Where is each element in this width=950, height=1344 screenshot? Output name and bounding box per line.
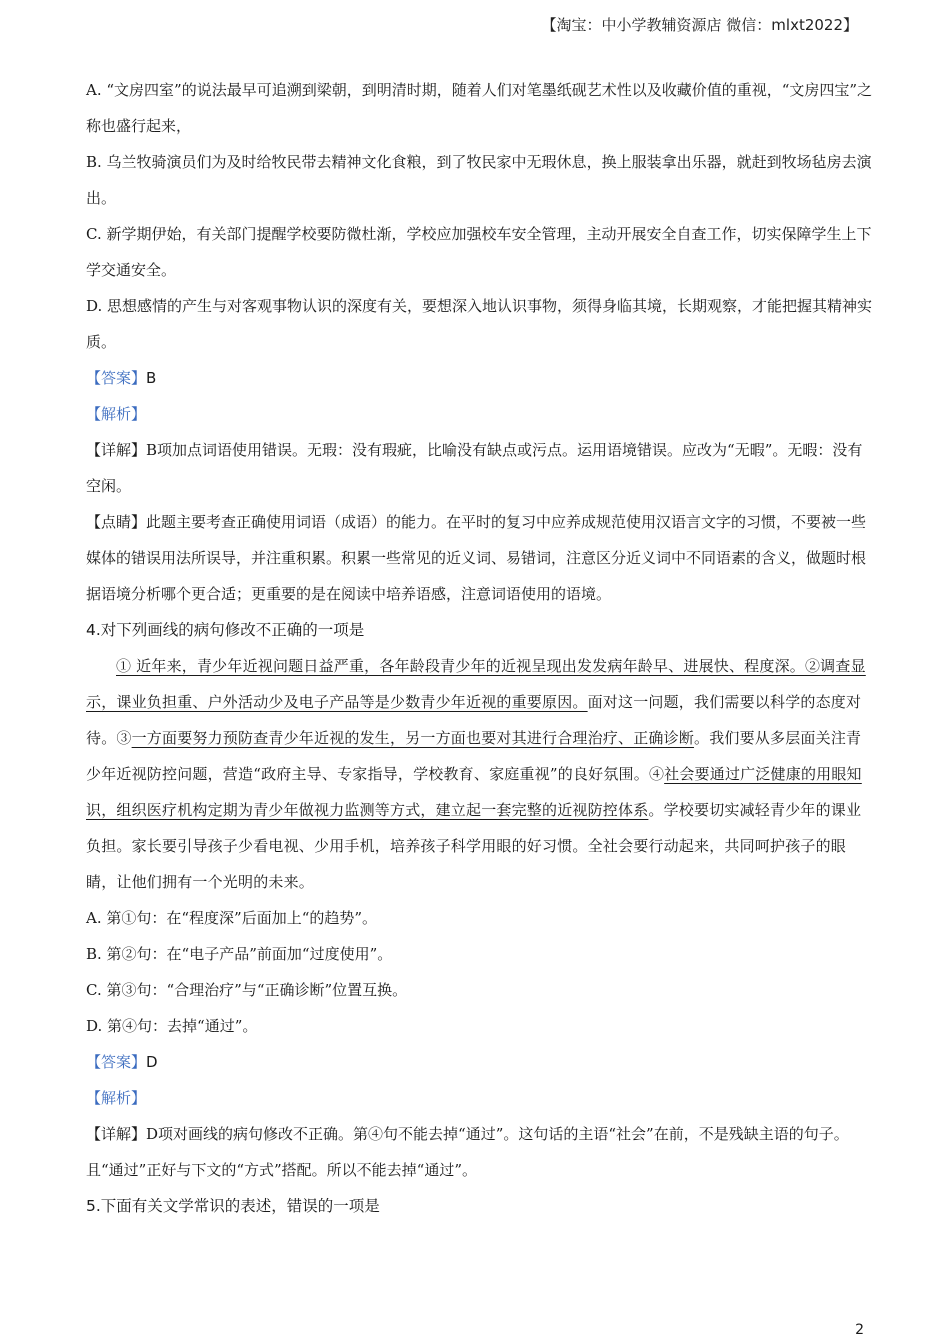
- q3-option-d: D. 思想感情的产生与对客观事物认识的深度有关，要想深入地认识事物，须得身临其境，长期观察，才能把握其精神实质。: [86, 297, 873, 351]
- detail-tag: 【详解】: [86, 1125, 147, 1143]
- sentence-2-tail: 面对这一问题，我们需要以科学的态度对待。: [86, 693, 862, 747]
- analysis-tag: 【解析】: [86, 405, 147, 423]
- q3-option-b: B. 乌兰牧骑演员们为及时给牧民带去精神文化食粮，到了牧民家中无瑕休息，换上服装拿出乐器，就赶到牧场毡房去演出。: [86, 153, 872, 207]
- q3-comment: [86, 504, 876, 612]
- q4-passage: [86, 648, 876, 900]
- sentence-3-marker: ③: [116, 729, 132, 747]
- sentence-4: 社会要通过广泛健康的用眼知识，组织医疗机构定期为青少年做视力监测等方式，建立起一套完整的近视防控体系: [86, 765, 862, 819]
- comment-text: 此题主要考查正确使用词语（成语）的能力。在平时的复习中应养成规范使用汉语言文字的习惯，不要被一些媒体的错误用法所误导，并注重积累。积累一些常见的近义词、易错词，注意区分近义词中不同语素的含义，做题时根据语境分析哪个更合适；更重要的是在阅读中培养语感，注意词语使用的语境。: [86, 513, 867, 603]
- q3-analysis: [86, 396, 876, 432]
- q5-title: 5.下面有关文学常识的表述，错误的一项是: [86, 1197, 380, 1215]
- q4-title: 4.对下列画线的病句修改不正确的一项是: [86, 621, 365, 639]
- q3-answer: [86, 360, 876, 396]
- page-number: 2: [855, 1322, 864, 1338]
- q4-option-c: C. 第③句：“合理治疗”与“正确诊断”位置互换。: [86, 981, 408, 999]
- answer-tag: 【答案】: [86, 369, 147, 387]
- detail-text: D项对画线的病句修改不正确。第④句不能去掉“通过”。这句话的主语“社会”在前，不是残缺主语的句子。且“通过”正好与下文的“方式”搭配。所以不能去掉“通过”。: [86, 1125, 849, 1179]
- answer-value: B: [146, 369, 157, 387]
- q3-option-c: C. 新学期伊始，有关部门提醒学校要防微杜渐，学校应加强校车安全管理，主动开展安全自查工作，切实保障学生上下学交通安全。: [86, 225, 872, 279]
- q4-analysis: [86, 1080, 876, 1116]
- sentence-2: ②调查显示，课业负担重、户外活动少及电子产品等是少数青少年近视的重要原因。: [86, 657, 866, 711]
- comment-tag: 【点睛】: [86, 513, 147, 531]
- answer-value: D: [146, 1053, 158, 1071]
- q4-option-a: A. 第①句：在“程度深”后面加上“的趋势”。: [86, 909, 378, 927]
- sentence-3-tail: 。我们要从多层面关注青少年近视防控问题，营造“政府主导、专家指导，学校教育、家庭重视”的良好氛围。: [86, 729, 862, 783]
- q4-answer: [86, 1044, 876, 1080]
- sentence-4-tail: 。学校要切实减轻青少年的课业负担。家长要引导孩子少看电视、少用手机，培养孩子科学用眼的好习惯。全社会要行动起来，共同呵护孩子的眼睛，让他们拥有一个光明的未来。: [86, 801, 862, 891]
- sentence-1: ① 近年来，青少年近视问题日益严重，各年龄段青少年的近视呈现出发发病年龄早、进展快、程度深。: [116, 657, 805, 675]
- q4-option-d: D. 第④句：去掉“通过”。: [86, 1017, 258, 1035]
- q4-detail: [86, 1116, 876, 1188]
- document-body: [86, 72, 876, 1224]
- answer-tag: 【答案】: [86, 1053, 147, 1071]
- detail-text: B项加点词语使用错误。无瑕：没有瑕疵，比喻没有缺点或污点。运用语境错误。应改为“无暇”。无暇：没有空闲。: [86, 441, 863, 495]
- page-header: 【淘宝：中小学教辅资源店 微信：mlxt2022】: [541, 16, 858, 34]
- sentence-4-marker: ④: [648, 765, 665, 783]
- sentence-3: 一方面要努力预防查青少年近视的发生，另一方面也要对其进行合理治疗、正确诊断: [131, 729, 695, 747]
- q3-detail: [86, 432, 876, 504]
- analysis-tag: 【解析】: [86, 1089, 147, 1107]
- detail-tag: 【详解】: [86, 441, 147, 459]
- q4-option-b: B. 第②句：在“电子产品”前面加“过度使用”。: [86, 945, 393, 963]
- q3-option-a: A. “文房四室”的说法最早可追溯到梁朝，到明清时期，随着人们对笔墨纸砚艺术性以及收藏价值的重视，“文房四宝”之称也盛行起来，: [86, 81, 873, 135]
